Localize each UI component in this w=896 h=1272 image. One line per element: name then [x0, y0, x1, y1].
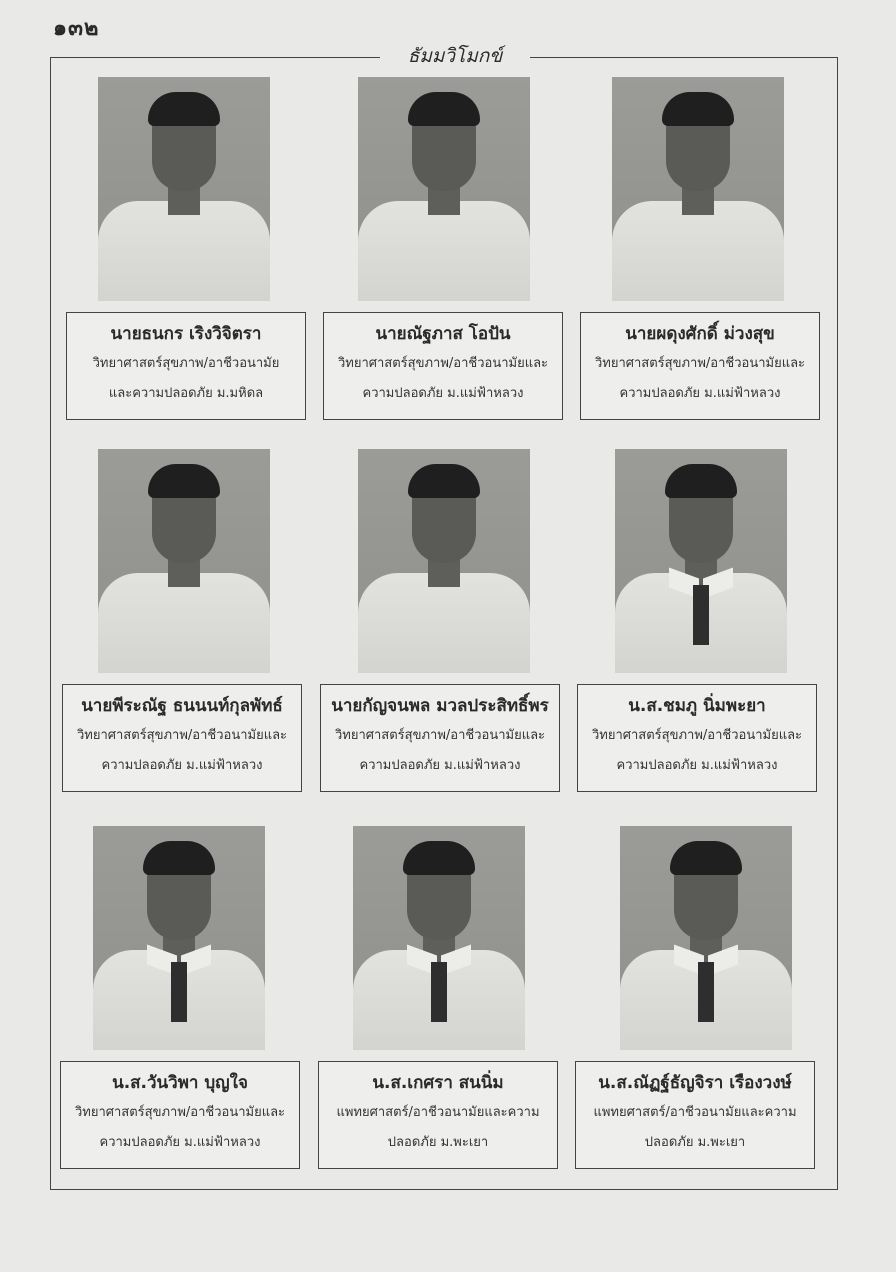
- portrait-photo: [612, 77, 784, 301]
- caption-box: [577, 684, 817, 792]
- university-line: ความปลอดภัย ม.แม่ฟ้าหลวง: [616, 758, 778, 773]
- faculty-line: วิทยาศาสตร์สุขภาพ/อาชีวอนามัยและ: [76, 728, 288, 743]
- caption-box: [60, 1061, 300, 1169]
- caption-box: [575, 1061, 815, 1169]
- faculty-line: วิทยาศาสตร์สุขภาพ/อาชีวอนามัยและ: [337, 356, 549, 371]
- portrait-photo: [98, 77, 270, 301]
- university-line: ความปลอดภัย ม.แม่ฟ้าหลวง: [619, 386, 781, 401]
- portrait-photo: [98, 449, 270, 673]
- faculty-line: วิทยาศาสตร์สุขภาพ/อาชีวอนามัยและ: [594, 356, 806, 371]
- caption-box: [320, 684, 560, 792]
- portrait-photo: [358, 449, 530, 673]
- university-line: ความปลอดภัย ม.แม่ฟ้าหลวง: [362, 386, 524, 401]
- university-line: ความปลอดภัย ม.แม่ฟ้าหลวง: [99, 1135, 261, 1150]
- university-line: ปลอดภัย ม.พะเยา: [644, 1135, 746, 1150]
- portrait-photo: [615, 449, 787, 673]
- university-line: และความปลอดภัย ม.มหิดล: [108, 386, 264, 401]
- person-name: นายกัญจนพล มวลประสิทธิ์พร: [331, 696, 549, 716]
- portrait-photo: [353, 826, 525, 1050]
- university-line: ความปลอดภัย ม.แม่ฟ้าหลวง: [101, 758, 263, 773]
- faculty-line: แพทยศาสตร์/อาชีวอนามัยและความ: [593, 1105, 797, 1120]
- person-name: น.ส.เกศรา สนนิ่ม: [372, 1073, 504, 1093]
- caption-box: [318, 1061, 558, 1169]
- page-number: ๑๓๒: [53, 16, 100, 41]
- faculty-line: วิทยาศาสตร์สุขภาพ/อาชีวอนามัยและ: [591, 728, 803, 743]
- person-name: นายธนกร เริงวิจิตรา: [110, 324, 262, 344]
- portrait-photo: [93, 826, 265, 1050]
- faculty-line: วิทยาศาสตร์สุขภาพ/อาชีวอนามัย: [92, 356, 280, 371]
- portrait-photo: [358, 77, 530, 301]
- caption-box: [580, 312, 820, 420]
- caption-box: [66, 312, 306, 420]
- faculty-line: วิทยาศาสตร์สุขภาพ/อาชีวอนามัยและ: [74, 1105, 286, 1120]
- person-name: นายผดุงศักดิ์ ม่วงสุข: [625, 324, 775, 344]
- portrait-photo: [620, 826, 792, 1050]
- faculty-line: แพทยศาสตร์/อาชีวอนามัยและความ: [336, 1105, 540, 1120]
- person-name: น.ส.ณัฏฐ์ธัญจิรา เรืองวงษ์: [598, 1073, 792, 1093]
- person-name: นายพีระณัฐ ธนนนท์กุลพัทธ์: [81, 696, 283, 716]
- person-name: น.ส.วันวิพา บุญใจ: [112, 1073, 248, 1093]
- section-title: ธัมมวิโมกข์: [380, 41, 530, 71]
- caption-box: [323, 312, 563, 420]
- caption-box: [62, 684, 302, 792]
- person-name: น.ส.ชมภู นิ่มพะยา: [628, 696, 766, 716]
- university-line: ปลอดภัย ม.พะเยา: [387, 1135, 489, 1150]
- university-line: ความปลอดภัย ม.แม่ฟ้าหลวง: [359, 758, 521, 773]
- faculty-line: วิทยาศาสตร์สุขภาพ/อาชีวอนามัยและ: [334, 728, 546, 743]
- person-name: นายณัฐภาส โอปัน: [375, 324, 511, 344]
